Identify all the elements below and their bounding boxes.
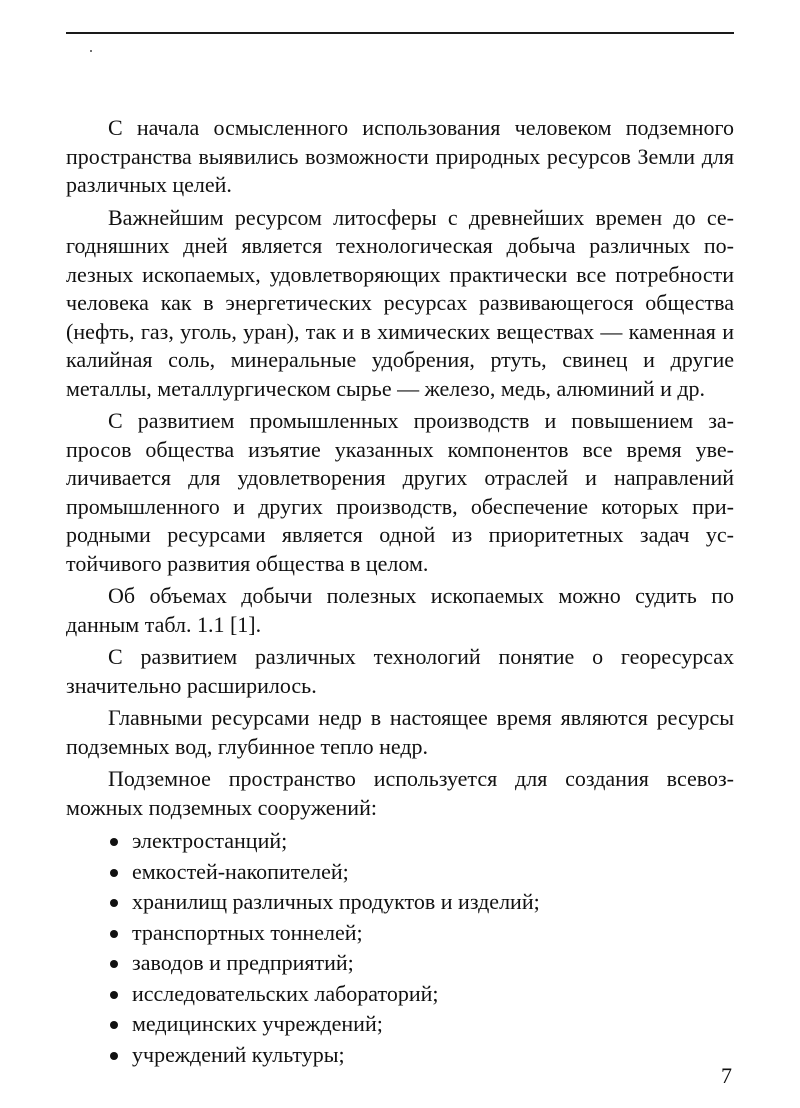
- list-item: [66, 1040, 734, 1071]
- facility-list: [66, 826, 734, 1070]
- list-item-text: электростанций;: [132, 828, 288, 853]
- page-body: [66, 114, 734, 1070]
- list-item-text: емкостей-накопителей;: [132, 858, 349, 884]
- bullet-icon: [110, 960, 118, 968]
- paragraph-5: С развитием различных технологий понятие о георесурсах значительно расширилось.: [66, 644, 734, 698]
- bullet-icon: [110, 1052, 118, 1060]
- list-item-text: учреждений культуры;: [132, 1041, 345, 1067]
- bullet-icon: [110, 1021, 118, 1029]
- list-item-text: заводов и предприятий;: [132, 950, 354, 975]
- bullet-icon: [110, 899, 118, 907]
- list-item-text: исследовательских лабораторий;: [132, 980, 439, 1006]
- list-item: [66, 948, 734, 979]
- list-item-text: медицинских учреждений;: [132, 1011, 383, 1036]
- paragraph-7: Подземное пространство используется для создания всевозможных подземных сооружений:: [66, 766, 734, 820]
- bullet-icon: [110, 869, 118, 877]
- list-item: [66, 918, 734, 949]
- bullet-icon: [110, 991, 118, 999]
- page-number: 7: [721, 1063, 732, 1088]
- paragraph-4: Об объемах добычи полезных ископаемых можно судить по данным табл. 1.1 [1].: [66, 583, 734, 637]
- scan-speck: [90, 50, 92, 52]
- paragraph-2: Важнейшим ресурсом литосферы с древнейших времен до сегодняшних дней является технологическая добыча различных полезных ископаемых, удовлетворяющих практически все потребности человека как в энергетических ресурсах развивающегося общества (нефть, газ, уголь, уран), так и в химических веществах — каменная и калийная соль, минеральные удобрения, ртуть, свинец и другие металлы, металлургическом сырье — железо, медь, алюминий и др.: [66, 204, 734, 401]
- bullet-icon: [110, 838, 118, 846]
- list-item: [66, 887, 734, 918]
- list-item-text: хранилищ различных продуктов и изделий;: [132, 889, 540, 914]
- list-item: [66, 1009, 734, 1040]
- list-item-text: транспортных тоннелей;: [132, 919, 363, 945]
- list-item: [66, 857, 734, 888]
- header-rule: [66, 32, 734, 34]
- list-item: [66, 979, 734, 1010]
- bullet-icon: [110, 930, 118, 938]
- paragraph-1: С начала осмысленного использования человеком подземного пространства выявились возможности природных ресурсов Земли для различных целей.: [66, 115, 734, 197]
- paragraph-3: С развитием промышленных производств и повышением запросов общества изъятие указанных компонентов все время увеличивается для удовлетворения других отраслей и направлений промышленного и других производств, обеспечение которых природными ресурсами является одной из приоритетных задач устойчивого развития общества в целом.: [66, 408, 734, 576]
- paragraph-6: Главными ресурсами недр в настоящее время являются ресурсы подземных вод, глубинное тепло недр.: [66, 705, 734, 759]
- list-item: [66, 826, 734, 857]
